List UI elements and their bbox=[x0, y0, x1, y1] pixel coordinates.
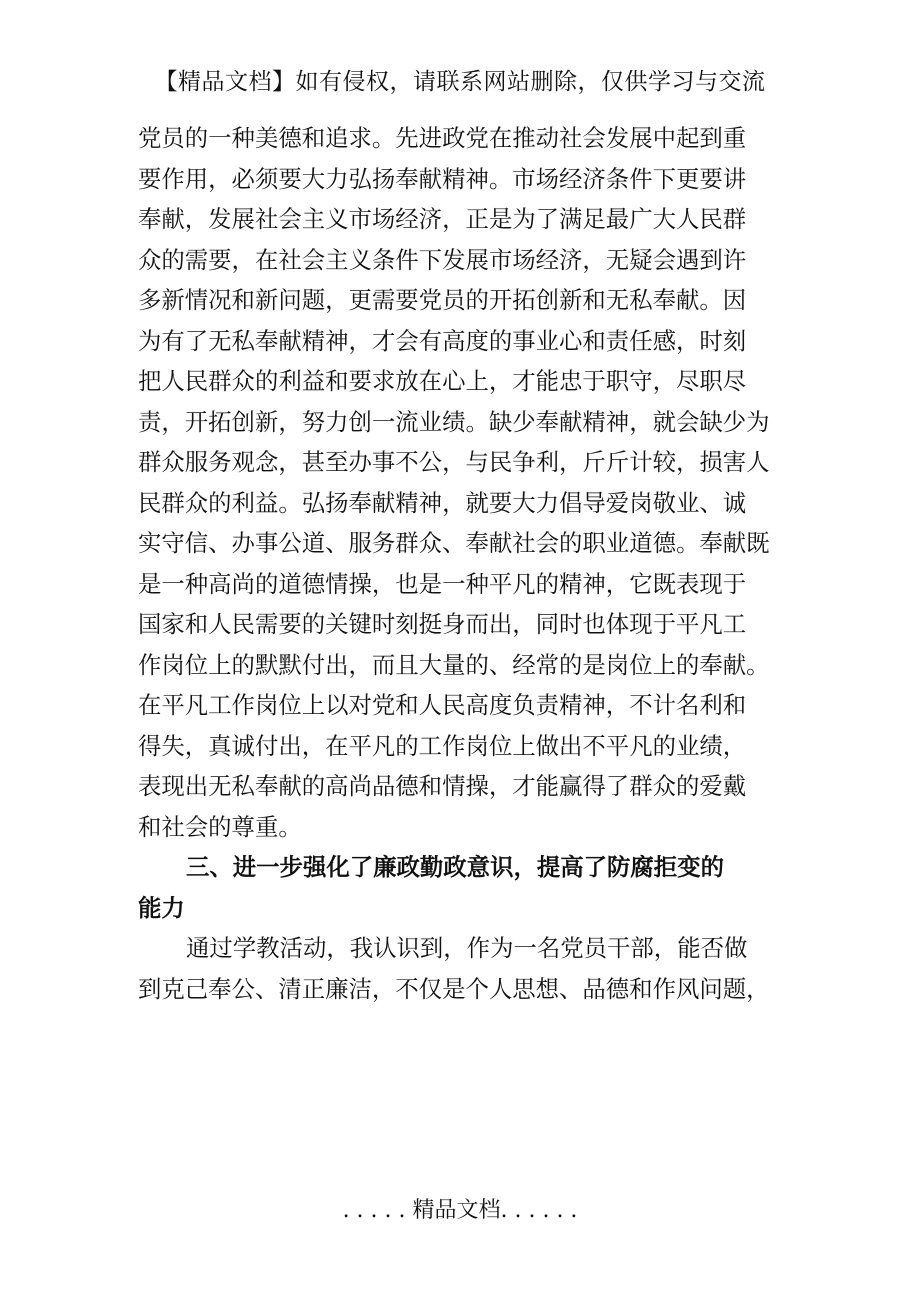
document-body bbox=[138, 118, 798, 1009]
section-heading: 三、进一步强化了廉政勤政意识，提高了防腐拒变的 bbox=[186, 853, 724, 881]
body-line: 奉献，发展社会主义市场经济，正是为了满足最广大人民群 bbox=[138, 205, 747, 233]
body-line: 责，开拓创新，努力创一流业绩。缺少奉献精神，就会缺少为 bbox=[138, 407, 770, 436]
body-line: 为有了无私奉献精神，才会有高度的事业心和责任感，时刻 bbox=[138, 326, 747, 355]
body-line: 表现出无私奉献的高尚品德和情操，才能赢得了群众的爱戴 bbox=[138, 772, 747, 800]
body-line: 是一种高尚的道德情操，也是一种平凡的精神，它既表现于 bbox=[138, 569, 747, 598]
body-line: 实守信、办事公道、服务群众、奉献社会的职业道德。奉献既 bbox=[138, 529, 770, 557]
body-line: 把人民群众的利益和要求放在心上，才能忠于职守，尽职尽 bbox=[138, 367, 747, 395]
body-line: 通过学教活动，我认识到，作为一名党员干部，能否做 bbox=[186, 934, 748, 962]
body-line: 在平凡工作岗位上以对党和人民高度负责精神，不计名利和 bbox=[138, 691, 747, 719]
body-line: 到克己奉公、清正廉洁，不仅是个人思想、品德和作风问题， bbox=[138, 974, 770, 1003]
body-line: 多新情况和新问题，更需要党员的开拓创新和无私奉献。因 bbox=[138, 286, 747, 314]
body-line: 和社会的尊重。 bbox=[138, 812, 302, 841]
section-heading-continued: 能力 bbox=[138, 893, 185, 922]
body-line: 要作用，必须要大力弘扬奉献精神。市场经济条件下更要讲 bbox=[138, 164, 747, 193]
body-line: 作岗位上的默默付出，而且大量的、经常的是岗位上的奉献。 bbox=[138, 650, 770, 679]
body-line: 民群众的利益。弘扬奉献精神，就要大力倡导爱岗敬业、诚 bbox=[138, 488, 747, 517]
body-line: 群众服务观念，甚至办事不公，与民争利，斤斤计较，损害人 bbox=[138, 448, 770, 476]
body-line: 众的需要，在社会主义条件下发展市场经济，无疑会遇到许 bbox=[138, 245, 747, 274]
body-line: 党员的一种美德和追求。先进政党在推动社会发展中起到重 bbox=[138, 124, 747, 152]
body-line: 国家和人民需要的关键时刻挺身而出，同时也体现于平凡工 bbox=[138, 610, 747, 638]
page-header: 【精品文档】如有侵权，请联系网站删除，仅供学习与交流 bbox=[154, 69, 766, 95]
page-footer: . . . . . 精品文档. . . . . . bbox=[342, 1198, 578, 1223]
body-line: 得失，真诚付出，在平凡的工作岗位上做出不平凡的业绩， bbox=[138, 731, 747, 760]
